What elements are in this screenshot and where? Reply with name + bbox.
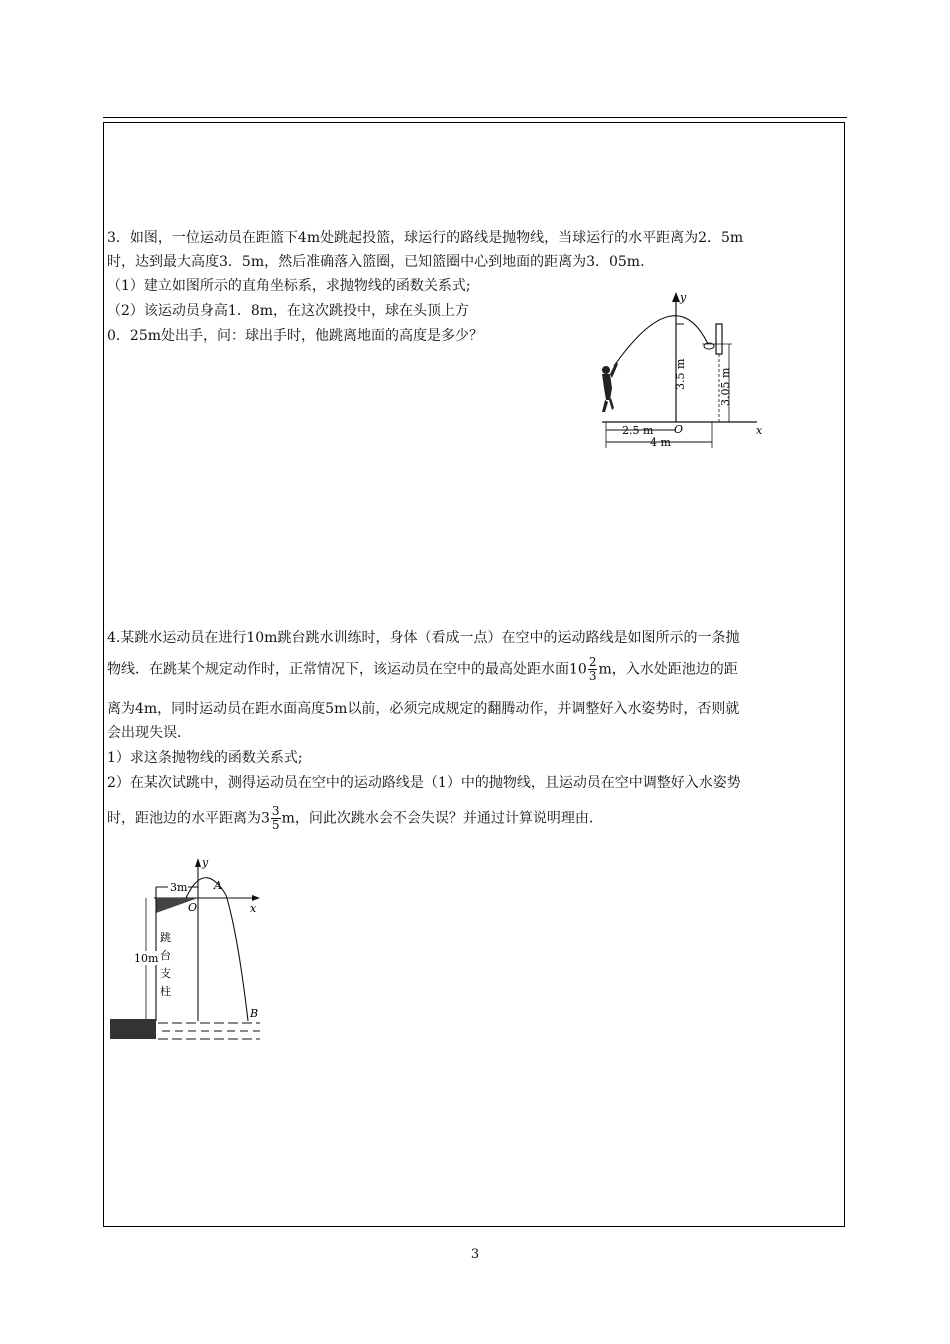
diving-figure [106, 855, 266, 1055]
problem3-line2: 时，达到最大高度3．5m，然后准确落入篮圈，已知篮圈中心到地面的距离为3．05m． [107, 254, 655, 270]
basketball-origin-label: O [674, 423, 684, 436]
basketball-y-label: y [680, 291, 687, 304]
diving-point-a: A [214, 879, 222, 892]
basketball-height-label: 3.5 m [674, 358, 687, 390]
basketball-x-label: x [756, 424, 763, 437]
problem4-line2 [107, 656, 738, 683]
problem3-question2-continued: 0．25m处出手，问：球出手时，他跳离地面的高度是多少？ [107, 328, 483, 344]
pillar-char-2: 台 [160, 949, 171, 962]
mixed-number-fraction [271, 805, 281, 832]
pillar-char-1: 跳 [160, 931, 171, 944]
problem3-line1: 3．如图，一位运动员在距篮下4m处跳起投篮，球运行的路线是抛物线，当球运行的水平距离为2．5m [107, 230, 744, 246]
problem4-question2: 2）在某次试跳中，测得运动员在空中的运动路线是（1）中的抛物线，且运动员在空中调整好入水姿势 [107, 775, 741, 791]
diving-origin-label: O [188, 901, 198, 914]
problem4-q2-tail: m，问此次跳水会不会失误？并通过计算说明理由． [281, 810, 603, 827]
problem3-question2: （2）该运动员身高1．8m，在这次跳投中，球在头顶上方 [107, 303, 469, 319]
basketball-dist2-label: 4 m [650, 436, 671, 449]
basketball-hoop-label: 3.05 m [719, 367, 732, 406]
fraction-denominator: 3 [588, 669, 597, 683]
diving-point-b: B [250, 1007, 259, 1020]
problem3-question1: （1）建立如图所示的直角坐标系，求抛物线的函数关系式; [107, 278, 471, 294]
basketball-dist1-label: 2.5 m [622, 424, 654, 437]
page-number: 3 [470, 1247, 480, 1262]
problem4-line2-tail: m，入水处距池边的距 [598, 661, 738, 678]
pillar-char-3: 支 [160, 967, 171, 980]
basketball-figure [592, 288, 772, 478]
problem4-question1: 1）求这条抛物线的函数关系式; [107, 750, 303, 766]
problem4-line4: 会出现失误． [107, 725, 191, 741]
mixed-number-whole: 3 [261, 810, 270, 827]
problem4-question2-continued [107, 805, 603, 832]
fraction-denominator: 5 [271, 818, 280, 832]
diving-height-label: 10m [134, 952, 159, 965]
pillar-char-4: 柱 [160, 985, 171, 998]
diving-dist-label: 3m [170, 881, 188, 894]
problem4-line3: 离为4m，同时运动员在距水面高度5m以前，必须完成规定的翻腾动作，并调整好入水姿势时，否则就 [107, 701, 740, 717]
problem4-q2-text: 时，距池边的水平距离为 [107, 810, 261, 827]
problem4-line1: 4.某跳水运动员在进行10m跳台跳水训练时，身体（看成一点）在空中的运动路线是如图所示的一条抛 [107, 630, 740, 646]
fraction-numerator: 3 [271, 804, 280, 818]
fraction-numerator: 2 [588, 655, 597, 669]
problem4-line2-text: 物线．在跳某个规定动作时，正常情况下，该运动员在空中的最高处距水面 [107, 661, 569, 678]
diving-y-label: y [202, 856, 209, 869]
mixed-number-whole: 10 [569, 661, 587, 678]
diving-x-label: x [250, 902, 257, 915]
header-rule [103, 117, 847, 118]
mixed-number-fraction [588, 656, 598, 683]
